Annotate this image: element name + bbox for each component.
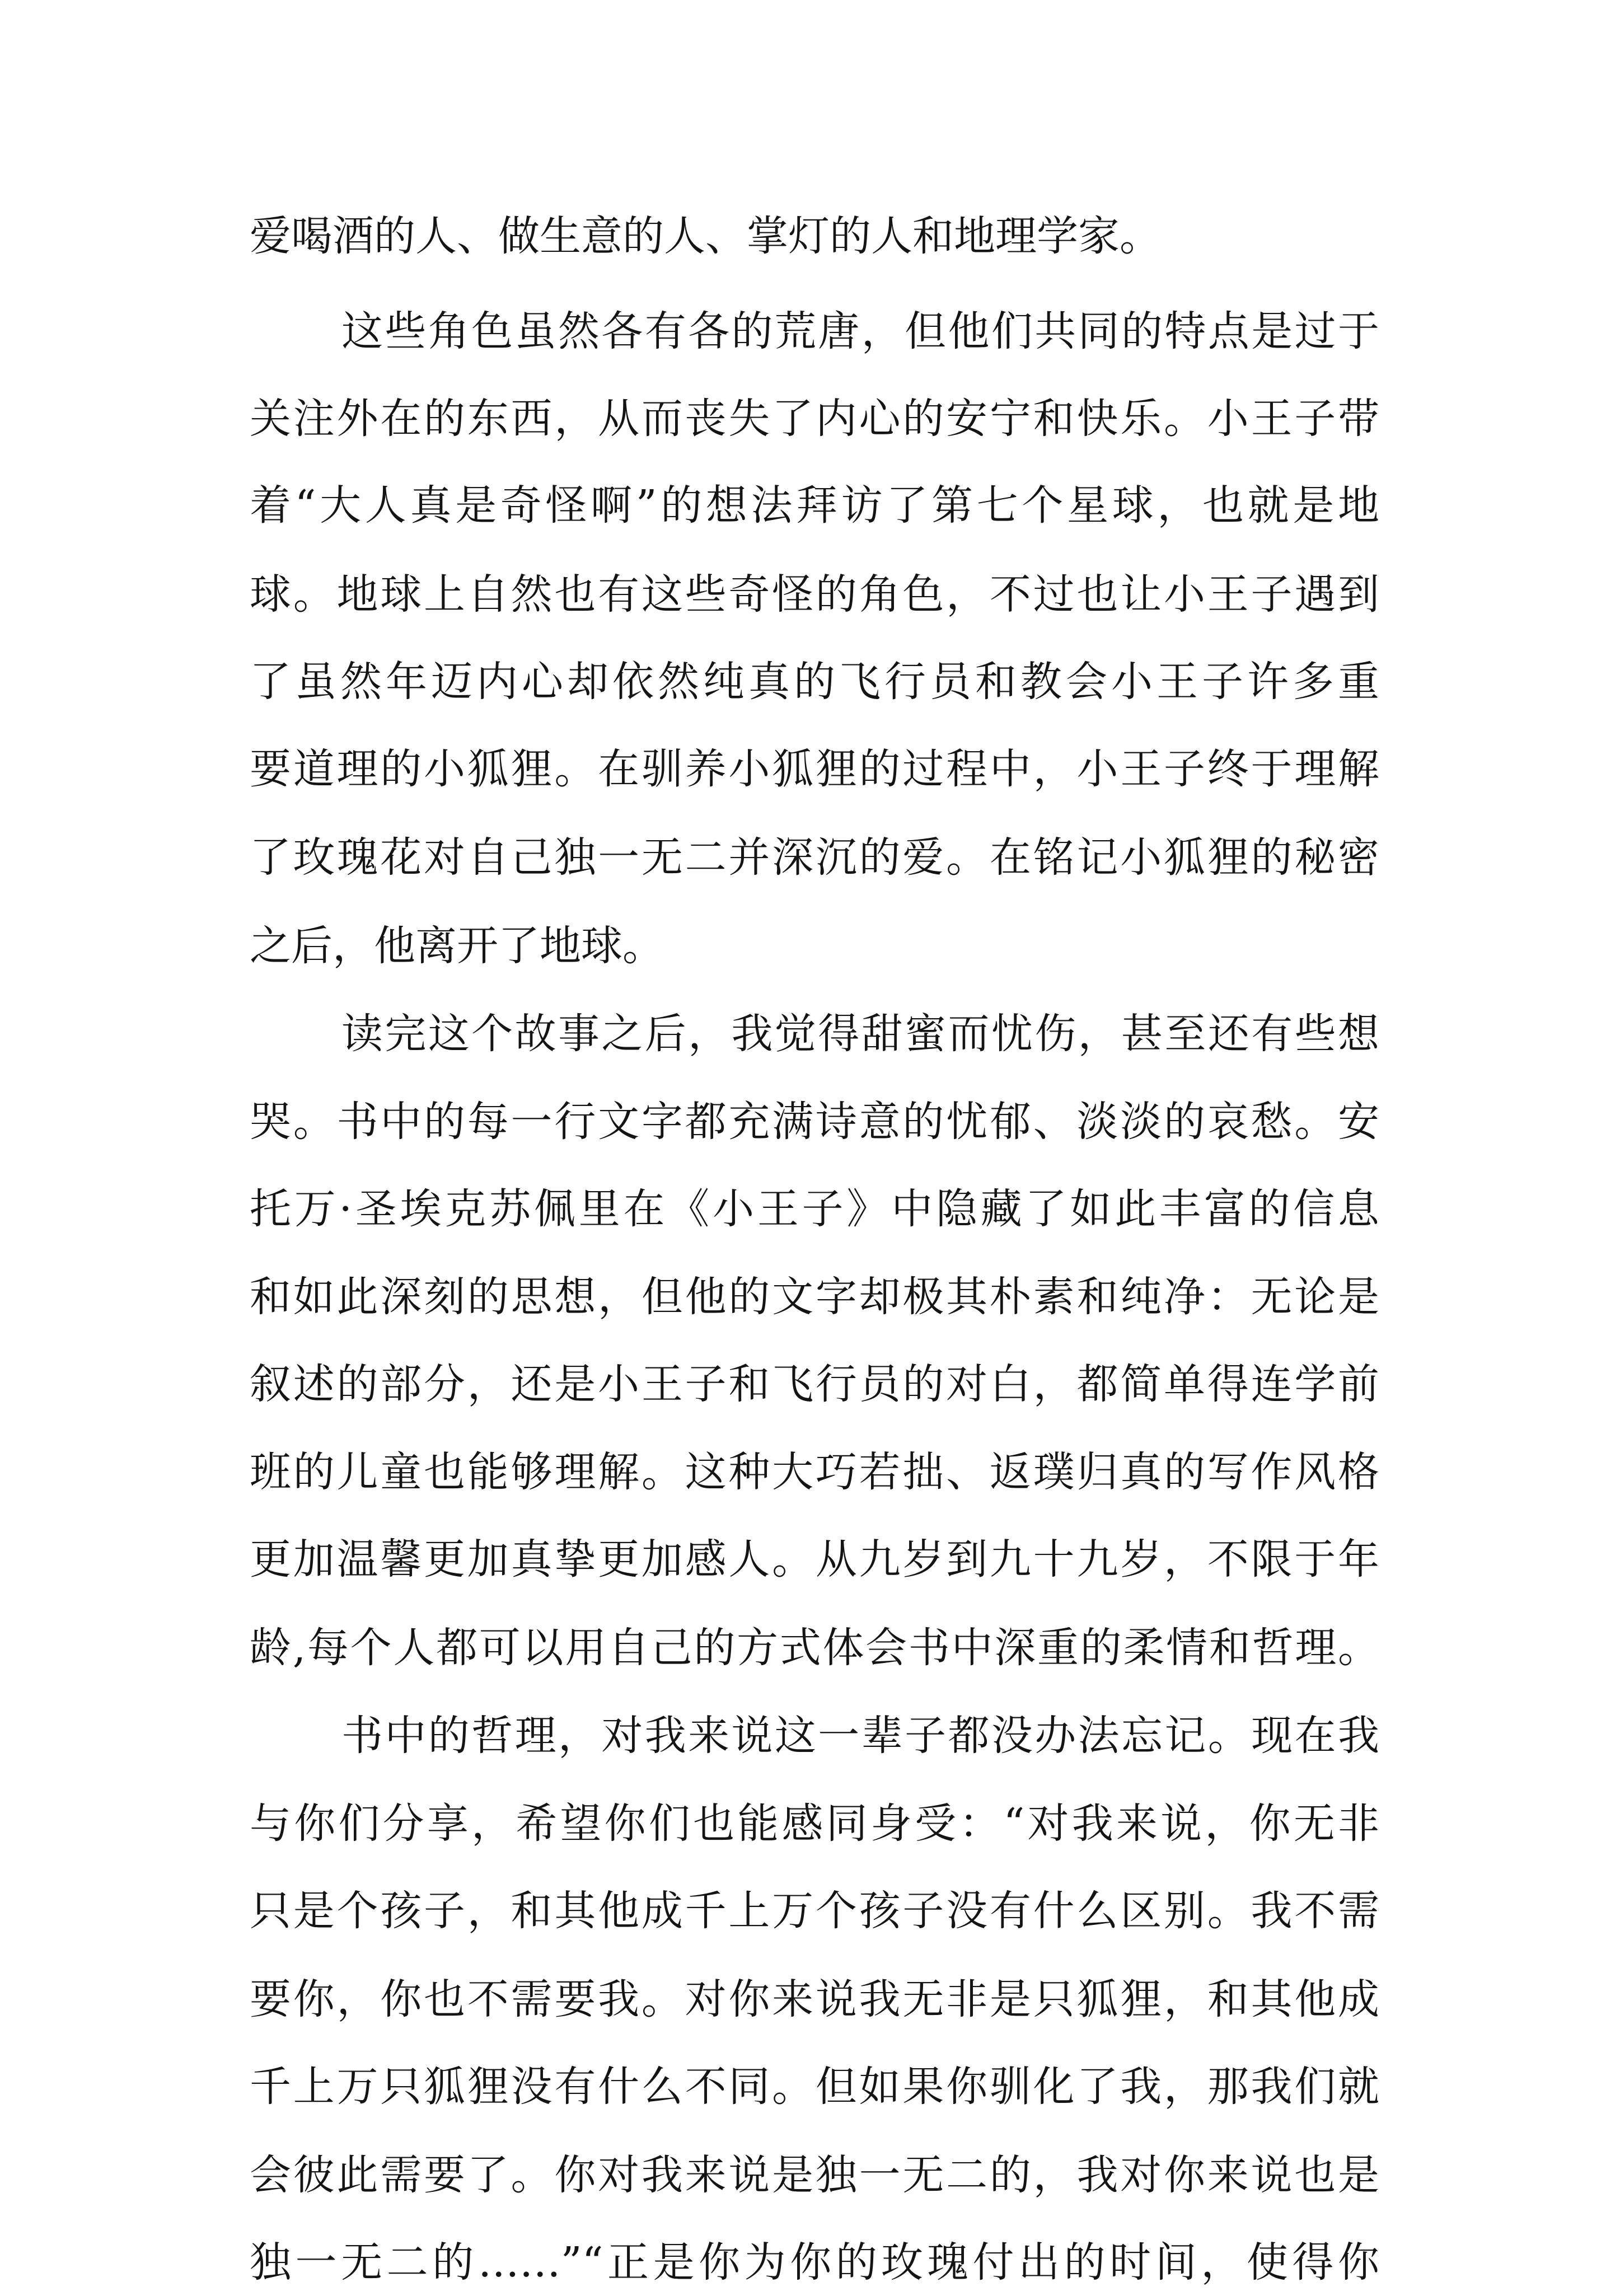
text-line: 关注外在的东西，从而丧失了内心的安宁和快乐。小王子带: [250, 395, 1379, 443]
text-line: 独一无二的……”“正是你为你的玫瑰付出的时间，使得你: [250, 2238, 1379, 2286]
text-line: 要道理的小狐狸。在驯养小狐狸的过程中，小王子终于理解: [250, 745, 1379, 793]
text-line: 爱喝酒的人、做生意的人、掌灯的人和地理学家。: [250, 212, 1161, 260]
text-line: 和如此深刻的思想，但他的文字却极其朴素和纯净：无论是: [250, 1273, 1379, 1321]
text-line: 读完这个故事之后，我觉得甜蜜而忧伤，甚至还有些想: [341, 1010, 1379, 1058]
text-line: 龄,每个人都可以用自己的方式体会书中深重的柔情和哲理。: [250, 1624, 1379, 1672]
text-line: 只是个孩子，和其他成千上万个孩子没有什么区别。我不需: [250, 1887, 1379, 1935]
text-line: 书中的哲理，对我来说这一辈子都没办法忘记。现在我: [341, 1712, 1379, 1760]
text-line: 班的儿童也能够理解。这种大巧若拙、返璞归真的写作风格: [250, 1448, 1379, 1496]
text-line: 要你，你也不需要我。对你来说我无非是只狐狸，和其他成: [250, 1975, 1379, 2023]
text-line: 哭。书中的每一行文字都充满诗意的忧郁、淡淡的哀愁。安: [250, 1098, 1379, 1146]
text-line: 着“大人真是奇怪啊”的想法拜访了第七个星球，也就是地: [250, 481, 1379, 530]
text-line: 会彼此需要了。你对我来说是独一无二的，我对你来说也是: [250, 2151, 1379, 2199]
text-line: 之后，他离开了地球。: [250, 922, 664, 970]
text-line: 与你们分享，希望你们也能感同身受：“对我来说，你无非: [250, 1800, 1379, 1848]
text-line: 千上万只狐狸没有什么不同。但如果你驯化了我，那我们就: [250, 2063, 1379, 2111]
text-line: 托万·圣埃克苏佩里在《小王子》中隐藏了如此丰富的信息: [250, 1185, 1379, 1233]
text-line: 球。地球上自然也有这些奇怪的角色，不过也让小王子遇到: [250, 570, 1379, 618]
text-line: 了虽然年迈内心却依然纯真的飞行员和教会小王子许多重: [250, 658, 1379, 706]
text-line: 更加温馨更加真挚更加感人。从九岁到九十九岁，不限于年: [250, 1535, 1379, 1583]
text-line: 了玫瑰花对自己独一无二并深沉的爱。在铭记小狐狸的秘密: [250, 833, 1379, 882]
text-line: 这些角色虽然各有各的荒唐，但他们共同的特点是过于: [341, 307, 1379, 355]
text-line: 叙述的部分，还是小王子和飞行员的对白，都简单得连学前: [250, 1360, 1379, 1408]
